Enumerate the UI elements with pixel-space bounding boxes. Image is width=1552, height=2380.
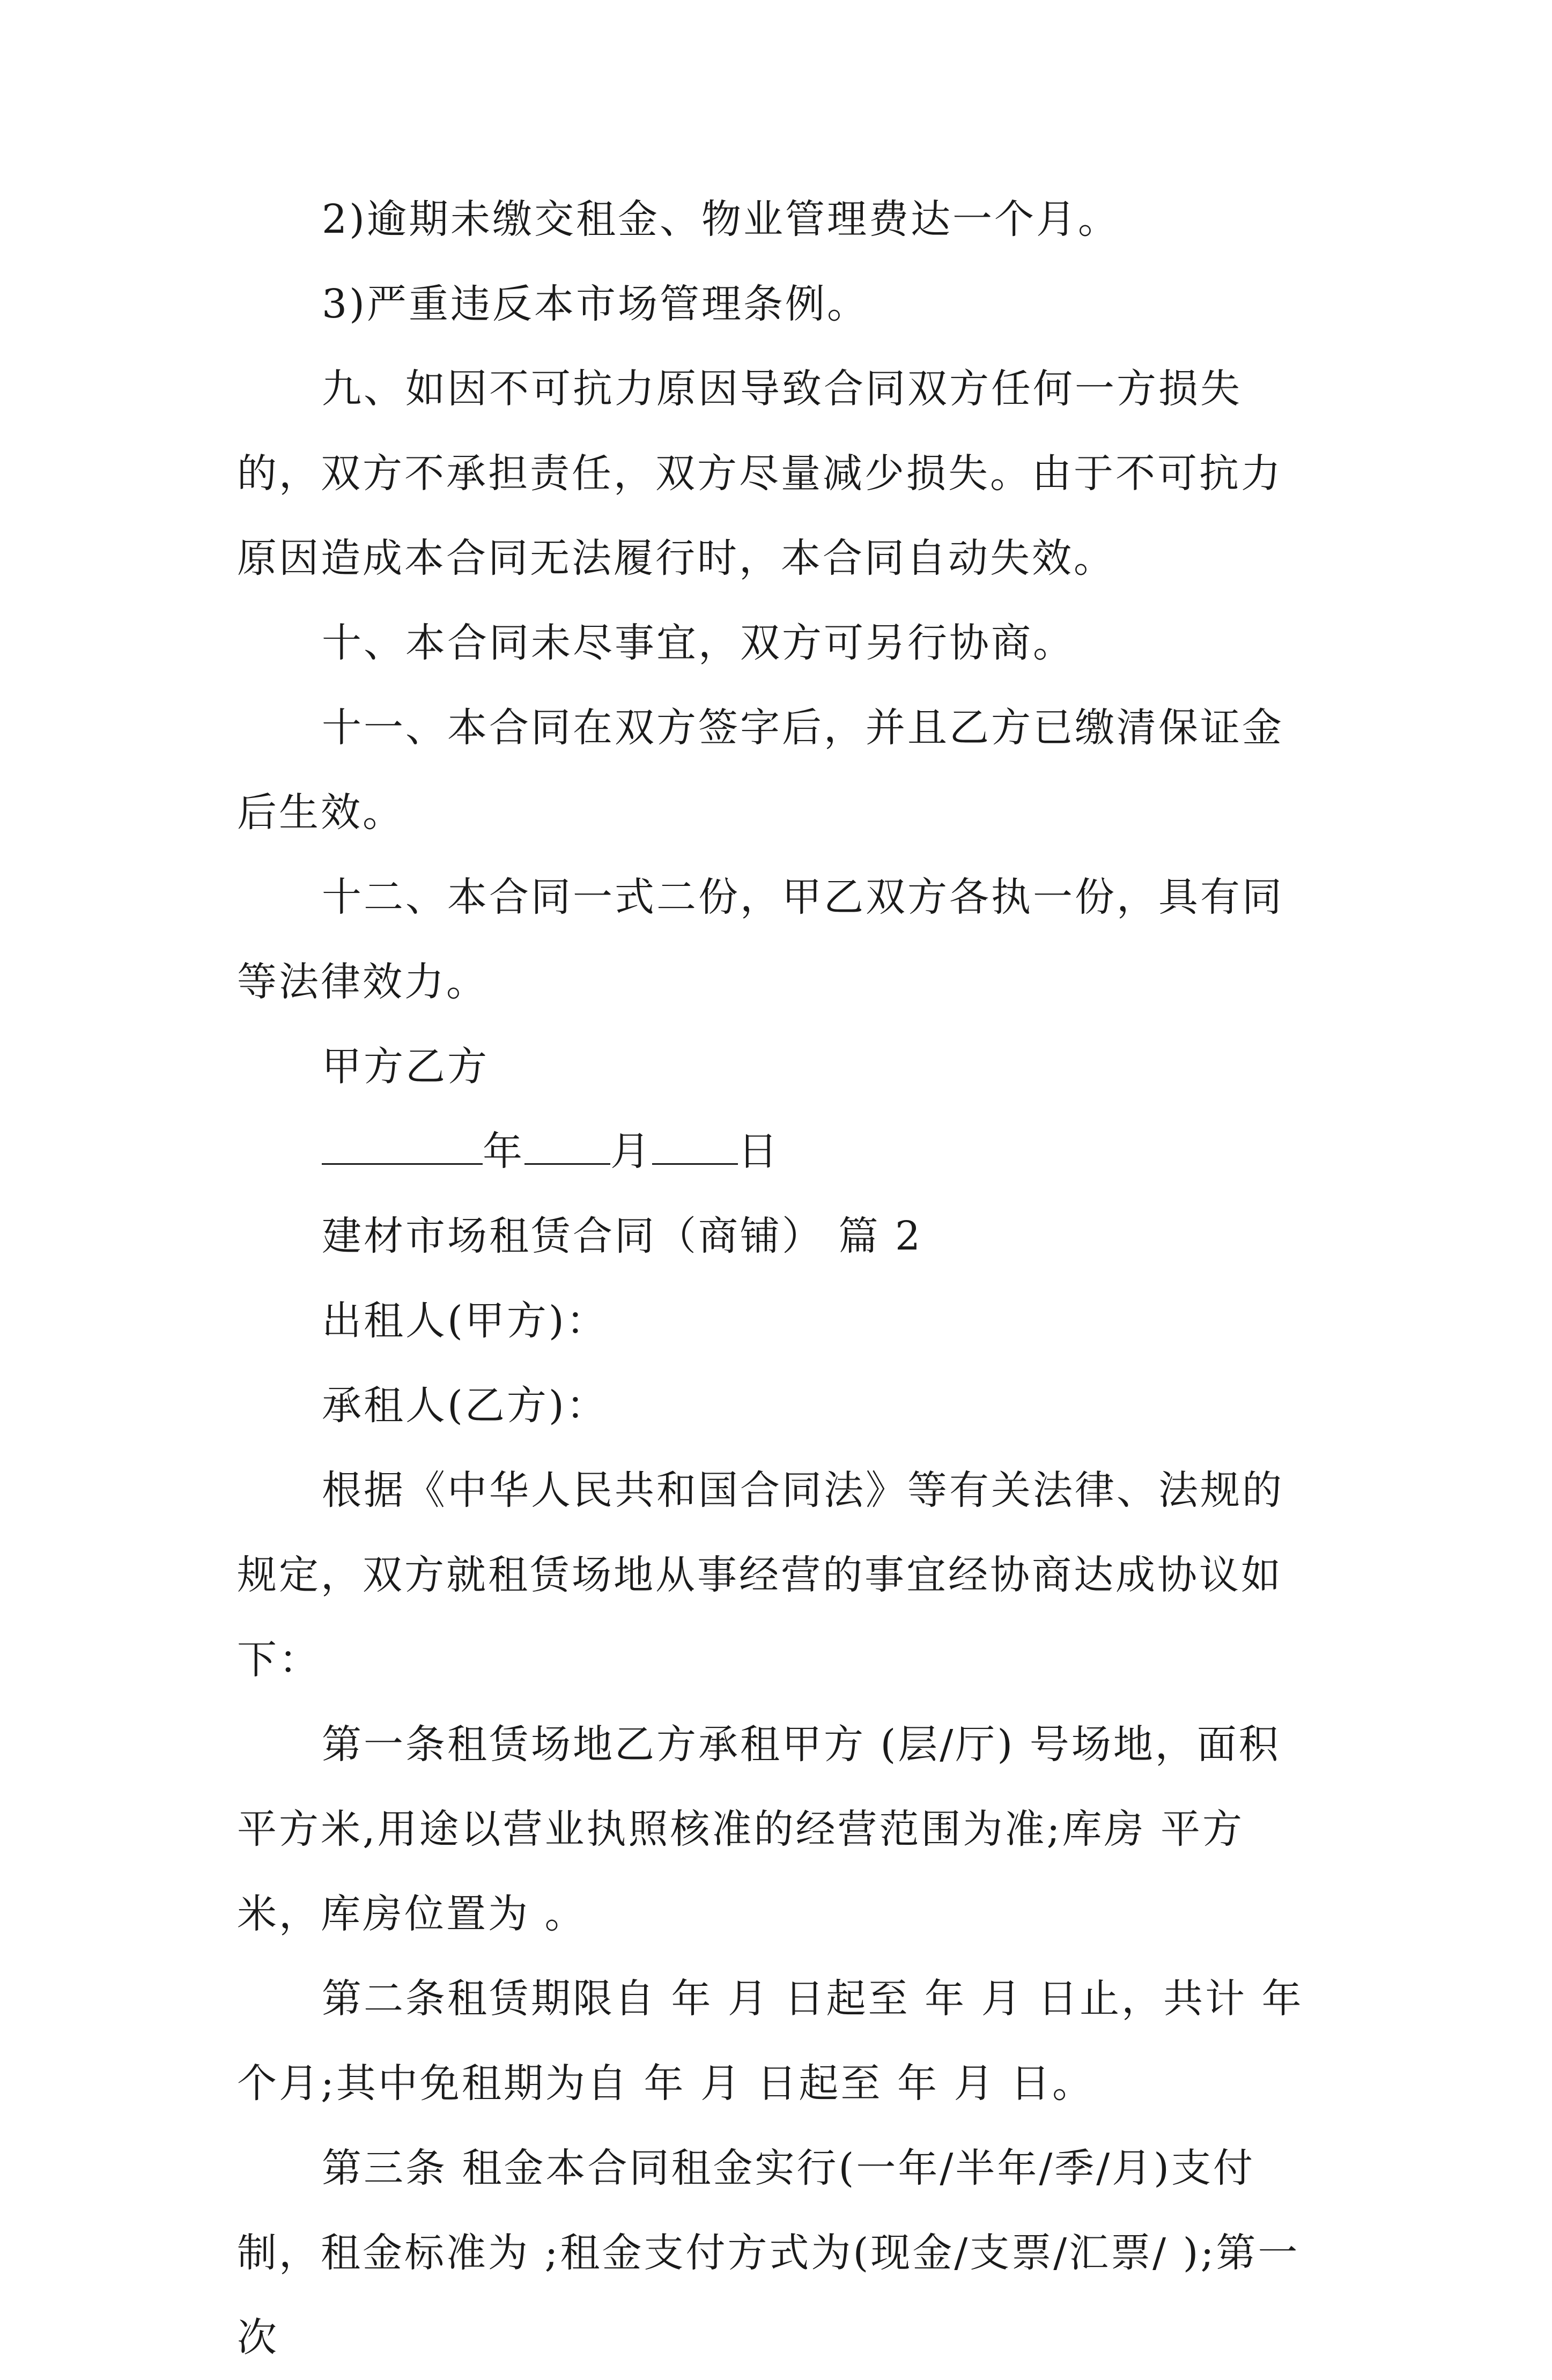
date-line (237, 1109, 1320, 1194)
clause-ten: 十、本合同未尽事宜，双方可另行协商。 (322, 620, 1075, 666)
lessee-line: 承租人(乙方)： (322, 1383, 608, 1429)
lessor-line: 出租人(甲方)： (322, 1298, 608, 1344)
article-one: 第一条租赁场地乙方承租甲方 (层/厅) 号场地，面积 平方米,用途以营业执照核准的经营范围为准;库房 平方米，库房位置为 。 (237, 1721, 1281, 1937)
month-label: 月 (610, 1128, 652, 1174)
section-title: 建材市场租赁合同（商铺） 篇 2 (322, 1213, 923, 1259)
clause-nine: 九、如因不可抗力原因导致合同双方任何一方损失的，双方不承担责任，双方尽量减少损失。由于不可抗力原因造成本合同无法履行时，本合同自动失效。 (237, 366, 1283, 581)
clause-twelve: 十二、本合同一式二份，甲乙双方各执一份，具有同等法律效力。 (237, 874, 1284, 1005)
month-blank (524, 1131, 610, 1165)
clause-item-2: 2)逾期未缴交租金、物业管理费达一个月。 (322, 196, 1120, 242)
document-body (237, 177, 1320, 2380)
day-blank (652, 1131, 738, 1165)
article-three: 第三条 租金本合同租金实行(一年/半年/季/月)支付制，租金标准为 ;租金支付方式为(现金/支票/汇票/ );第一次 (237, 2145, 1300, 2361)
preamble: 根据《中华人民共和国合同法》等有关法律、法规的规定，双方就租赁场地从事经营的事宜经协商达成协议如下： (237, 1467, 1284, 1683)
year-blank (322, 1131, 483, 1165)
article-two: 第二条租赁期限自 年 月 日起至 年 月 日止，共计 年 个月;其中免租期为自 年 月 日起至 年 月 日。 (237, 1976, 1304, 2106)
clause-item-3: 3)严重违反本市场管理条例。 (322, 281, 869, 327)
clause-eleven: 十一、本合同在双方签字后，并且乙方已缴清保证金后生效。 (237, 705, 1284, 836)
signature-parties: 甲方乙方 (322, 1044, 489, 1090)
year-label: 年 (483, 1128, 524, 1174)
day-label: 日 (738, 1128, 780, 1174)
